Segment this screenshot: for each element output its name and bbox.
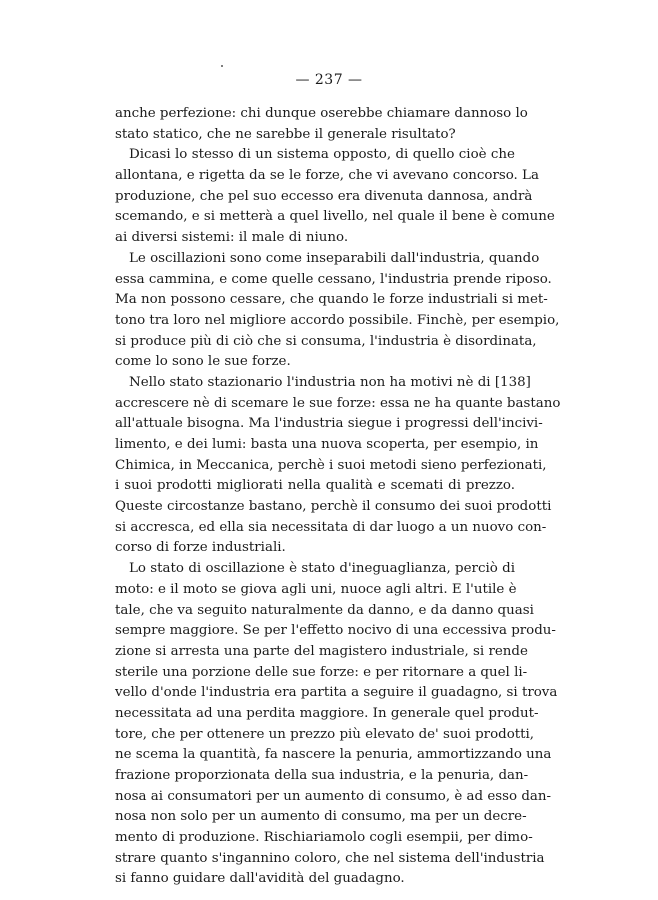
text-line: Chimica, in Meccanica, perchè i suoi metodi sieno perfezionati, — [115, 457, 547, 473]
page-number: — 237 — — [295, 72, 363, 88]
ink-speck — [221, 65, 223, 67]
text-line: allontana, e rigetta da se le forze, che vi avevano concorso. La — [115, 168, 539, 184]
text-line: ne scema la quantità, fa nascere la penuria, ammortizzando una — [115, 747, 552, 763]
text-line: Nello stato stazionario l'industria non ha motivi nè di [138] — [129, 374, 531, 390]
text-line: accrescere nè di scemare le sue forze: essa ne ha quante bastano — [115, 395, 561, 411]
text-line: Le oscillazioni sono come inseparabili dall'industria, quando — [129, 250, 540, 266]
text-line: nosa non solo per un aumento di consumo, ma per un decre- — [115, 809, 527, 825]
paragraph — [115, 249, 560, 373]
text-line: Lo stato di oscillazione è stato d'ineguaglianza, perciò di — [129, 561, 515, 577]
text-line: tale, che va seguito naturalmente da danno, e da danno quasi — [115, 602, 534, 618]
text-line: scemando, e si metterà a quel livello, nel quale il bene è comune — [115, 209, 555, 225]
text-line: essa cammina, e come quelle cessano, l'industria prende riposo. — [115, 271, 552, 287]
text-line: si accresca, ed ella sia necessitata di dar luogo a un nuovo con- — [115, 519, 547, 535]
text-line: sempre maggiore. Se per l'effetto nocivo di una eccessiva produ- — [115, 623, 556, 639]
text-line: tono tra loro nel migliore accordo possibile. Finchè, per esempio, — [115, 312, 560, 328]
text-line: i suoi prodotti migliorati nella qualità e scemati di prezzo. — [115, 478, 515, 494]
text-line: produzione, che pel suo eccesso era divenuta dannosa, andrà — [115, 188, 533, 204]
text-line: sterile una porzione delle sue forze: e per ritornare a quel li- — [115, 664, 528, 680]
text-line: si fanno guidare dall'avidità del guadagno. — [115, 871, 405, 887]
text-line: vello d'onde l'industria era partita a seguire il guadagno, si trova — [115, 685, 558, 701]
text-line: all'attuale bisogna. Ma l'industria siegue i progressi dell'incivi- — [115, 416, 543, 432]
text-line: Ma non possono cessare, che quando le forze industriali si met- — [115, 292, 548, 308]
text-line: stato statico, che ne sarebbe il generale risultato? — [115, 126, 456, 142]
paragraph — [115, 559, 558, 890]
text-line: strare quanto s'ingannino coloro, che nel sistema dell'industria — [115, 850, 545, 866]
text-line: mento di produzione. Rischiariamolo cogli esempii, per dimo- — [115, 830, 533, 846]
text-line: tore, che per ottenere un prezzo più elevato de' suoi prodotti, — [115, 726, 535, 742]
text-line: necessitata ad una perdita maggiore. In generale quel produt- — [115, 705, 539, 721]
text-line: Dicasi lo stesso di un sistema opposto, di quello cioè che — [129, 147, 515, 163]
text-line: limento, e dei lumi: basta una nuova scoperta, per esempio, in — [115, 437, 539, 452]
paragraph — [115, 373, 561, 559]
text-line: come lo sono le sue forze. — [115, 354, 291, 370]
paragraph — [115, 104, 528, 145]
text-line: Queste circostanze bastano, perchè il consumo dei suoi prodotti — [115, 499, 552, 515]
text-line: nosa ai consumatori per un aumento di consumo, è ad esso dan- — [115, 788, 552, 804]
text-line: si produce più di ciò che si consuma, l'industria è disordinata, — [115, 333, 537, 349]
text-line: frazione proporzionata della sua industria, e la penuria, dan- — [115, 768, 529, 783]
text-line: moto: e il moto se giova agli uni, nuoce agli altri. E l'utile è — [115, 581, 517, 597]
body-text — [115, 104, 561, 890]
text-line: anche perfezione: chi dunque oserebbe chiamare dannoso lo — [115, 106, 528, 121]
paragraph — [115, 145, 555, 248]
text-line: ai diversi sistemi: il male di niuno. — [115, 230, 349, 246]
text-line: corso di forze industriali. — [115, 540, 286, 556]
text-line: zione si arresta una parte del magistero industriale, si rende — [115, 643, 528, 659]
